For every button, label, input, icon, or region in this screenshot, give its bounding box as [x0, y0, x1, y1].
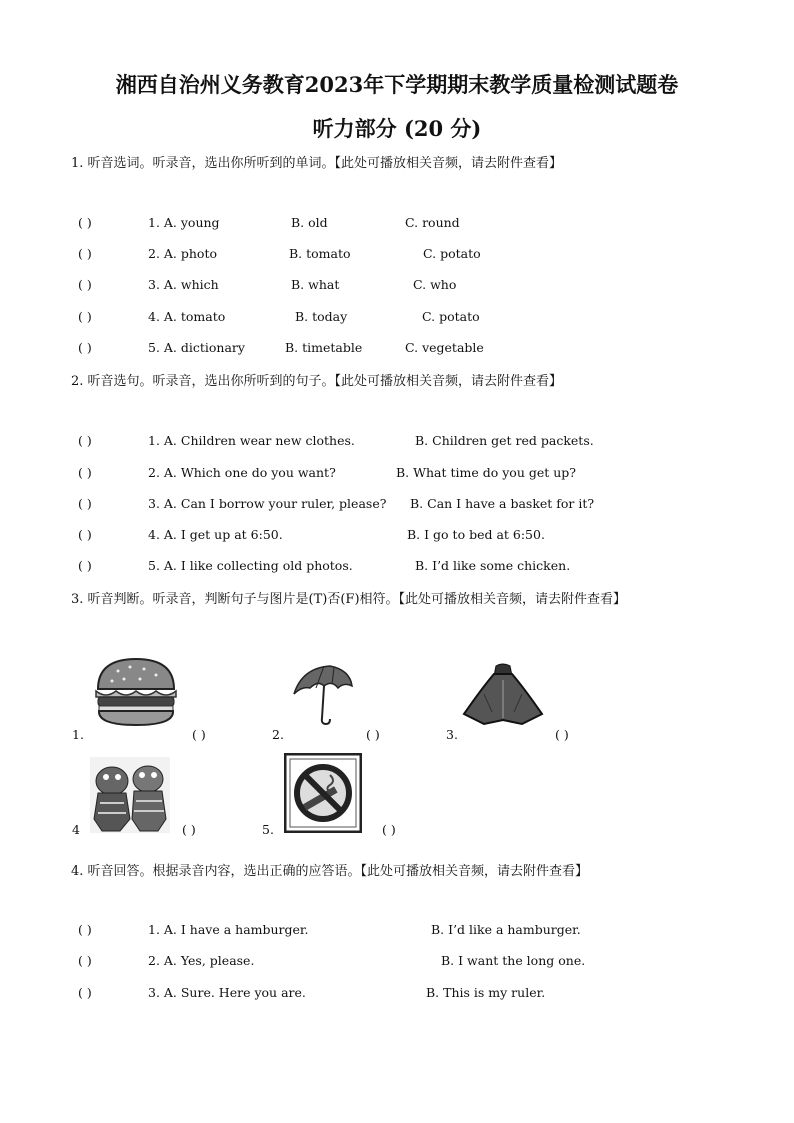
option-b: B. I want the long one. — [441, 953, 586, 968]
section-3-heading: 3. 听音判断。听录音，判断句子与图片是(T)否(F)相符。【此处可播放相关音频，请去附件查看】 — [71, 592, 627, 607]
option-b: B. I go to bed at 6:50. — [407, 527, 545, 542]
option-a: 2. A. photo — [148, 246, 218, 261]
answer-blank[interactable]: ( ) — [182, 822, 196, 837]
section-4-heading: 4. 听音回答。根据录音内容，选出正确的应答语。【此处可播放相关音频，请去附件查看】 — [71, 864, 589, 879]
option-a: 2. A. Yes, please. — [148, 953, 255, 968]
answer-blank[interactable]: ( ) — [192, 727, 206, 742]
option-c: C. vegetable — [405, 340, 484, 355]
answer-blank[interactable]: ( ) — [366, 727, 380, 742]
option-b: B. today — [295, 309, 348, 324]
answer-blank[interactable]: ( ) — [78, 922, 92, 937]
option-b: B. What time do you get up? — [396, 465, 576, 480]
answer-blank[interactable]: ( ) — [78, 558, 92, 573]
answer-blank[interactable]: ( ) — [78, 496, 92, 511]
lion-dance-icon — [90, 757, 170, 833]
option-b: B. what — [291, 277, 340, 292]
page-title: 湘西自治州义务教育2023年下学期期末教学质量检测试题卷 — [115, 72, 679, 97]
answer-blank[interactable]: ( ) — [78, 246, 92, 261]
option-a: 2. A. Which one do you want? — [148, 465, 336, 480]
option-b: B. old — [291, 215, 328, 230]
option-b: B. tomato — [289, 246, 351, 261]
answer-blank[interactable]: ( ) — [78, 953, 92, 968]
answer-blank[interactable]: ( ) — [78, 985, 92, 1000]
item-number: 1. — [72, 727, 84, 742]
option-a: 4. A. tomato — [148, 309, 226, 324]
answer-blank[interactable]: ( ) — [78, 527, 92, 542]
page-subtitle: 听力部分 (20 分) — [312, 116, 482, 141]
option-b: B. I’d like a hamburger. — [431, 922, 581, 937]
option-b: B. I’d like some chicken. — [415, 558, 571, 573]
section-2-heading: 2. 听音选句。听录音，选出你所听到的句子。【此处可播放相关音频，请去附件查看】 — [71, 374, 563, 389]
option-a: 5. A. I like collecting old photos. — [148, 558, 353, 573]
answer-blank[interactable]: ( ) — [555, 727, 569, 742]
hamburger-icon — [94, 655, 178, 727]
item-number: 3. — [446, 727, 458, 742]
option-a: 3. A. which — [148, 277, 219, 292]
answer-blank[interactable]: ( ) — [78, 433, 92, 448]
item-number: 5. — [262, 822, 274, 837]
answer-blank[interactable]: ( ) — [382, 822, 396, 837]
option-c: C. potato — [422, 309, 480, 324]
option-a: 1. A. young — [148, 215, 220, 230]
option-a: 1. A. Children wear new clothes. — [148, 433, 355, 448]
option-c: C. round — [405, 215, 460, 230]
option-b: B. Children get red packets. — [415, 433, 594, 448]
answer-blank[interactable]: ( ) — [78, 309, 92, 324]
option-b: B. This is my ruler. — [426, 985, 546, 1000]
item-number: 4 — [72, 822, 80, 837]
raincoat-icon — [462, 662, 544, 730]
option-a: 4. A. I get up at 6:50. — [148, 527, 283, 542]
option-a: 3. A. Sure. Here you are. — [148, 985, 306, 1000]
section-1-heading: 1. 听音选词。听录音，选出你所听到的单词。【此处可播放相关音频，请去附件查看】 — [71, 156, 563, 171]
option-b: B. Can I have a basket for it? — [410, 496, 595, 511]
option-b: B. timetable — [285, 340, 363, 355]
answer-blank[interactable]: ( ) — [78, 277, 92, 292]
answer-blank[interactable]: ( ) — [78, 340, 92, 355]
no-smoking-icon — [284, 753, 362, 833]
option-a: 5. A. dictionary — [148, 340, 245, 355]
option-c: C. who — [413, 277, 457, 292]
answer-blank[interactable]: ( ) — [78, 215, 92, 230]
item-number: 2. — [272, 727, 284, 742]
umbrella-icon — [288, 662, 354, 728]
option-a: 1. A. I have a hamburger. — [148, 922, 309, 937]
answer-blank[interactable]: ( ) — [78, 465, 92, 480]
option-a: 3. A. Can I borrow your ruler, please? — [148, 496, 387, 511]
option-c: C. potato — [423, 246, 481, 261]
